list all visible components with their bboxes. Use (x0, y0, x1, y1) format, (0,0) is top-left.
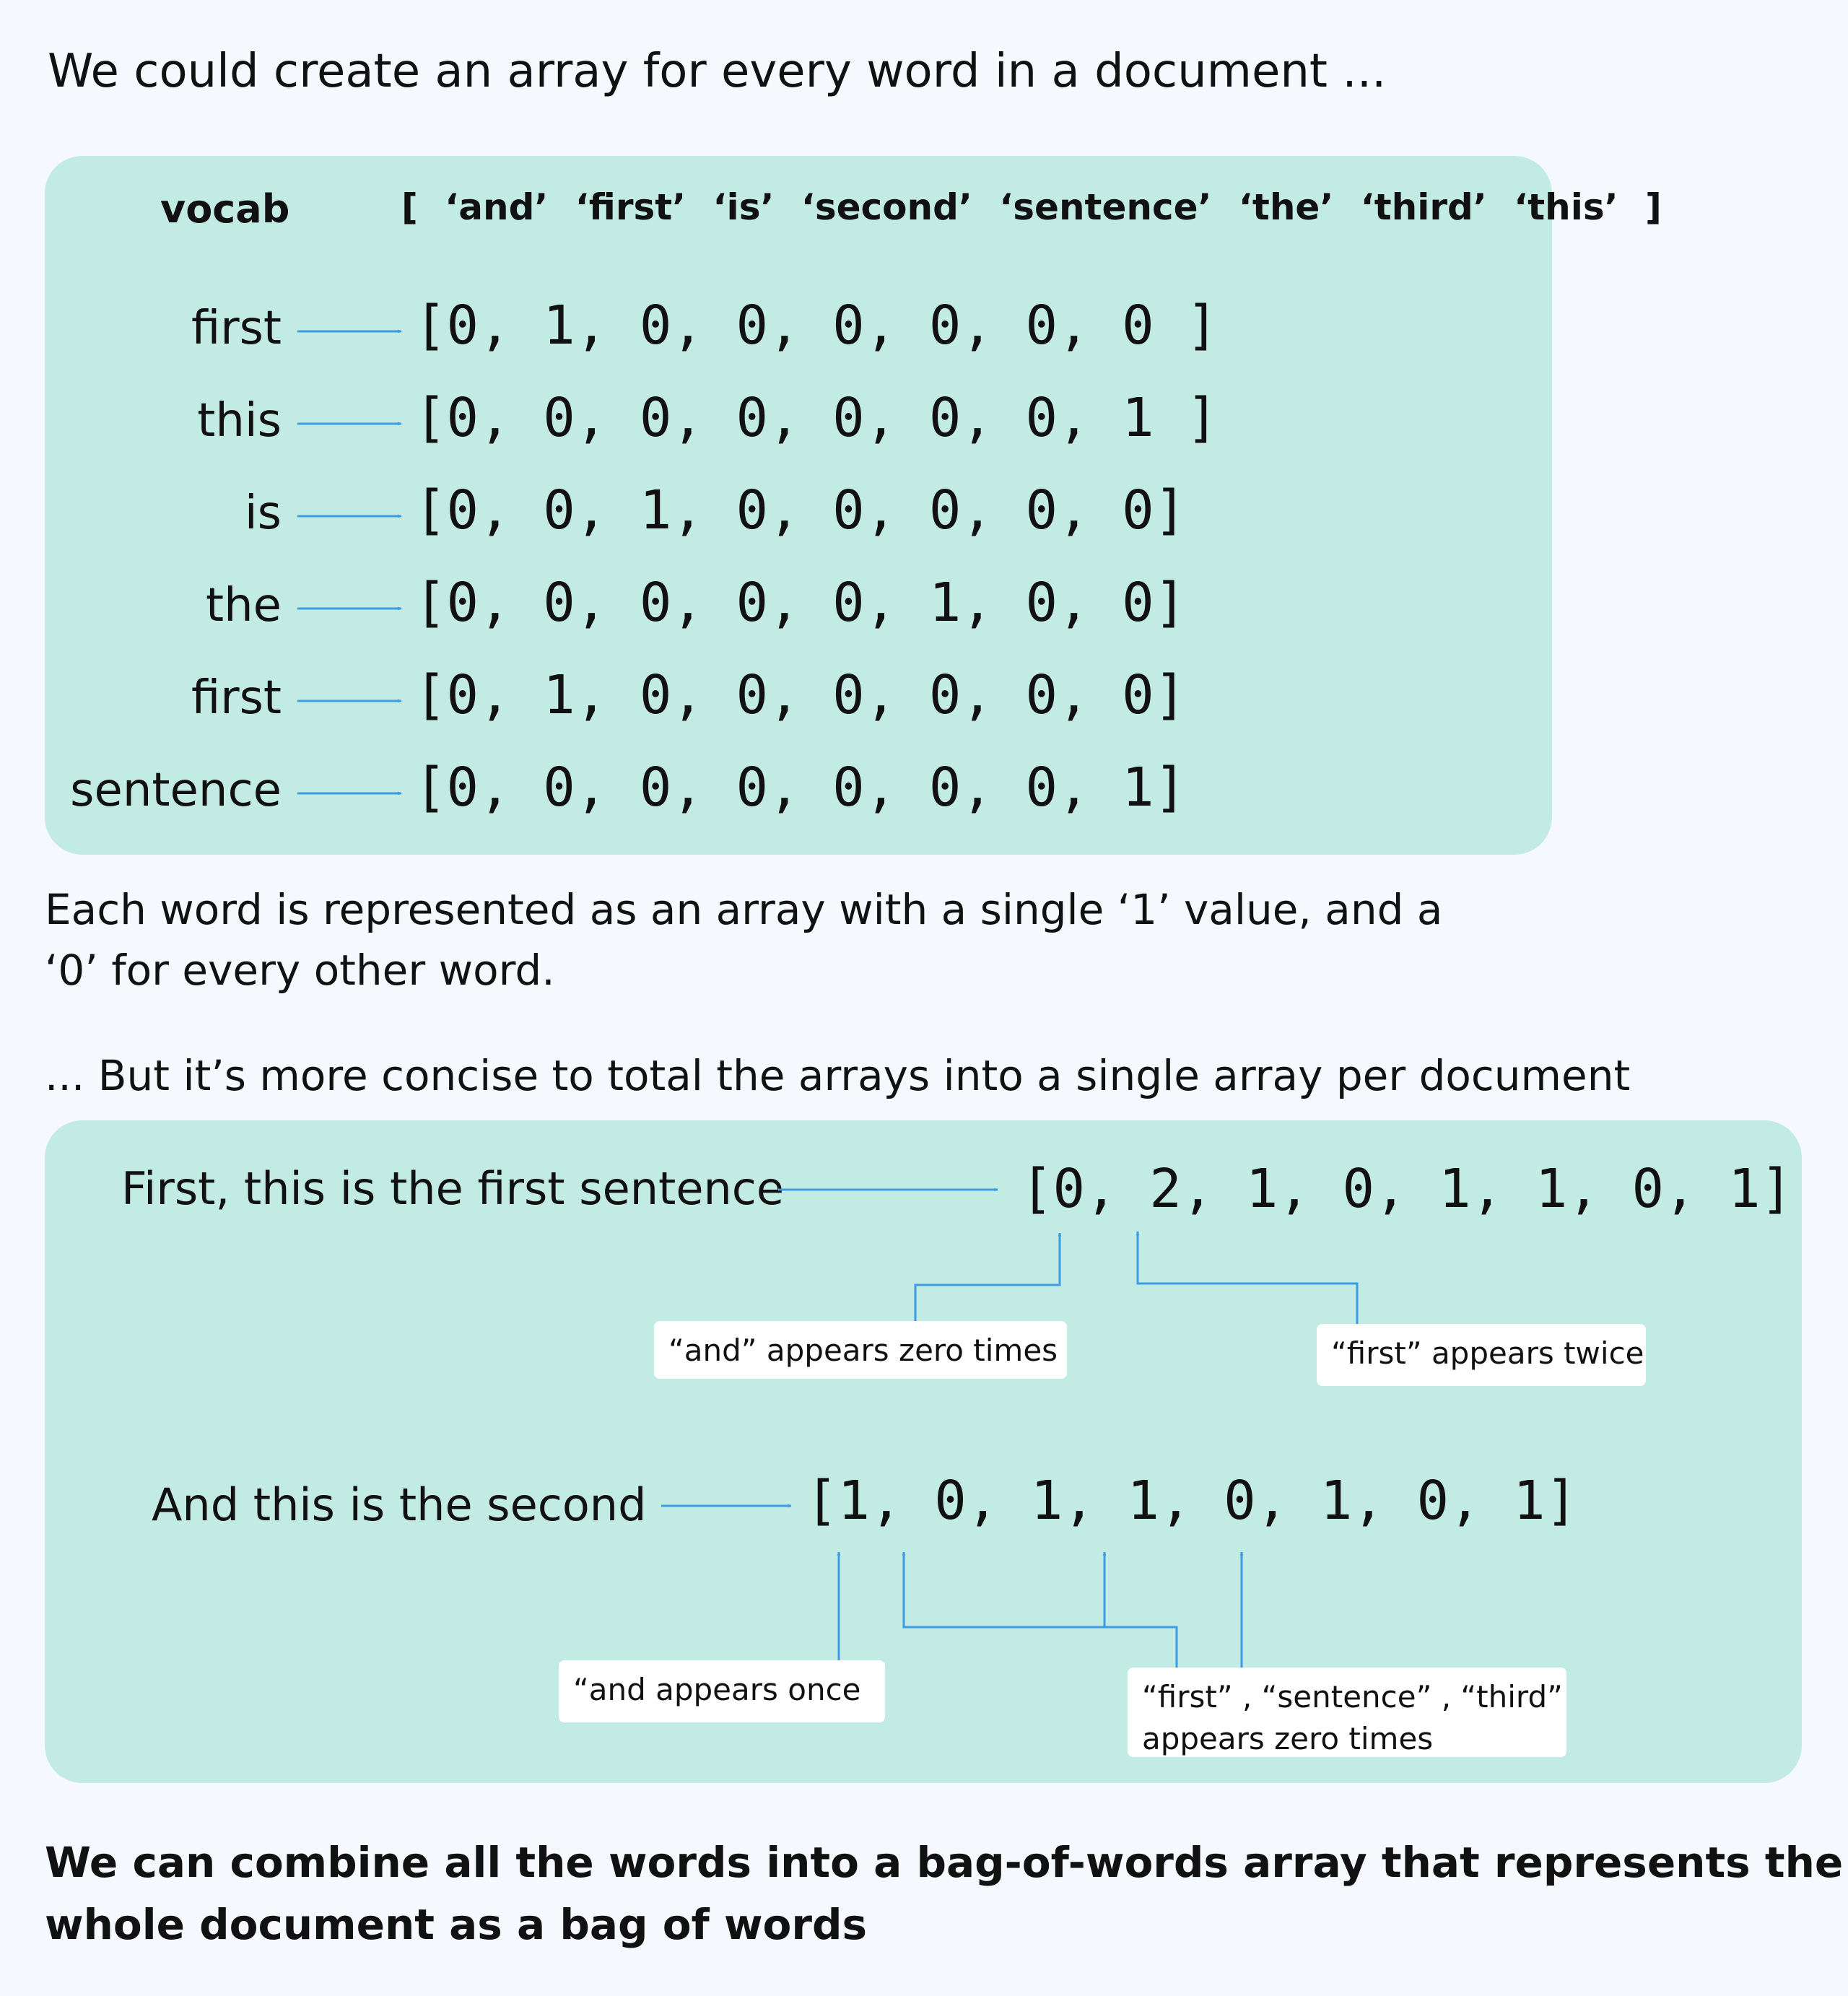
row-word-first-2: first (191, 671, 282, 725)
callout-first-twice: “first” appears twice (1317, 1324, 1646, 1386)
row-array-first-2: [0, 1, 0, 0, 0, 0, 0, 0] (414, 664, 1187, 726)
callout-zero-times (1128, 1668, 1566, 1757)
row-word-first: first (191, 302, 282, 355)
conclusion-line-1: We can combine all the words into a bag-of-words array that represents the (45, 1838, 1844, 1887)
callout-zero-times-line-2: appears zero times (1142, 1721, 1434, 1756)
document-2-array: [1, 0, 1, 1, 0, 1, 0, 1] (806, 1470, 1578, 1532)
vocab-list: [ ‘and’ ‘first’ ‘is’ ‘second’ ‘sentence’ ‘the’ ‘third’ ‘this’ ] (401, 186, 1662, 228)
concise-heading: ... But it’s more concise to total the arrays into a single array per document (45, 1051, 1631, 1100)
callout-and-zero: “and” appears zero times (654, 1321, 1067, 1379)
document-2-sentence: And this is the second (152, 1478, 647, 1531)
row-word-sentence: sentence (70, 764, 282, 817)
explanation-line-1: Each word is represented as an array with a single ‘1’ value, and a (45, 885, 1443, 934)
callout-zero-times-line-1: “first” , “sentence” , “third” (1142, 1679, 1563, 1714)
conclusion-line-2: whole document as a bag of words (45, 1900, 868, 1949)
row-word-is: is (244, 487, 282, 540)
row-word-the: the (205, 579, 282, 632)
row-array-first: [0, 1, 0, 0, 0, 0, 0, 0 ] (414, 295, 1219, 357)
intro-heading: We could create an array for every word in a document ... (48, 45, 1387, 98)
document-1-array: [0, 2, 1, 0, 1, 1, 0, 1] (1021, 1158, 1793, 1220)
row-array-this: [0, 0, 0, 0, 0, 0, 0, 1 ] (414, 387, 1219, 449)
row-array-the: [0, 0, 0, 0, 0, 1, 0, 0] (414, 572, 1187, 634)
document-1-sentence: First, this is the first sentence (121, 1162, 785, 1215)
row-array-sentence: [0, 0, 0, 0, 0, 0, 0, 1] (414, 757, 1187, 819)
row-word-this: this (197, 394, 282, 448)
vocab-label: vocab (160, 186, 290, 232)
callout-and-once: “and appears once (559, 1660, 885, 1722)
explanation-line-2: ‘0’ for every other word. (45, 946, 555, 995)
row-array-is: [0, 0, 1, 0, 0, 0, 0, 0] (414, 479, 1187, 541)
